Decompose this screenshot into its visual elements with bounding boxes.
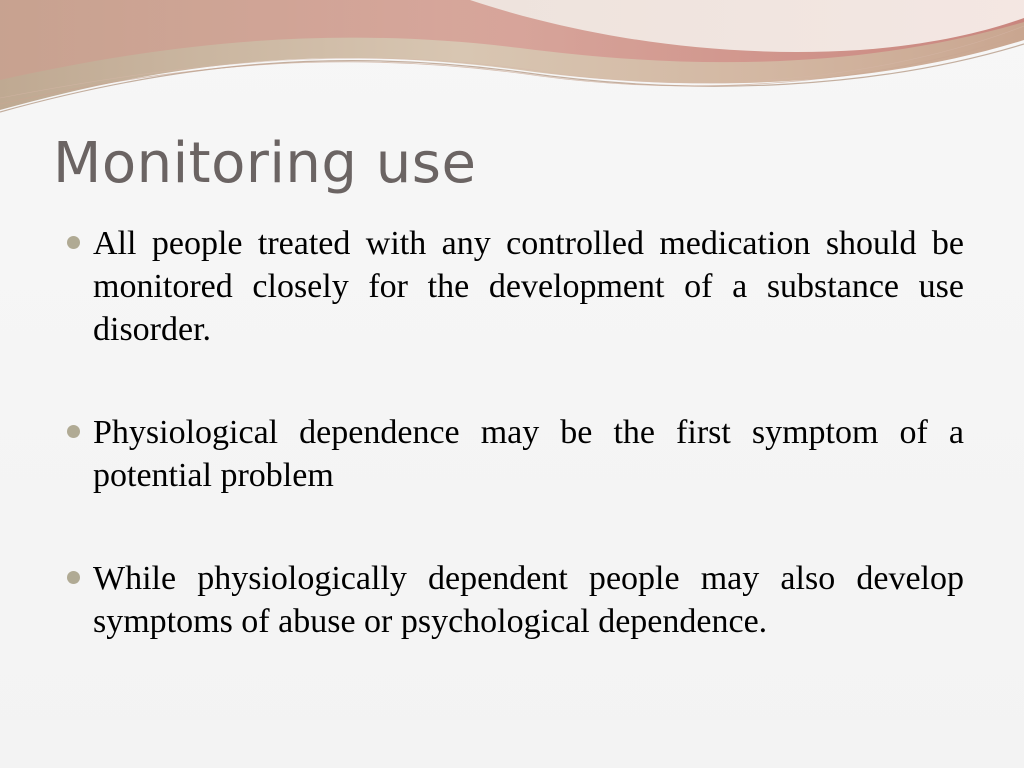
wave-banner (0, 0, 1024, 140)
bullet-marker-icon (67, 425, 80, 438)
bullet-item (64, 222, 964, 351)
slide-title: Monitoring use (53, 131, 477, 196)
bullet-marker-icon (67, 571, 80, 584)
bullet-list (64, 222, 964, 643)
bullet-marker-icon (67, 236, 80, 249)
bullet-item (64, 557, 964, 643)
bullet-text: All people treated with any controlled medication should be monitored closely for the development of a substance use disorder. (93, 225, 964, 348)
bullet-text: While physiologically dependent people may also develop symptoms of abuse or psychological dependence. (93, 560, 964, 640)
bullet-text: Physiological dependence may be the first symptom of a potential problem (93, 414, 964, 494)
bullet-item (64, 411, 964, 497)
